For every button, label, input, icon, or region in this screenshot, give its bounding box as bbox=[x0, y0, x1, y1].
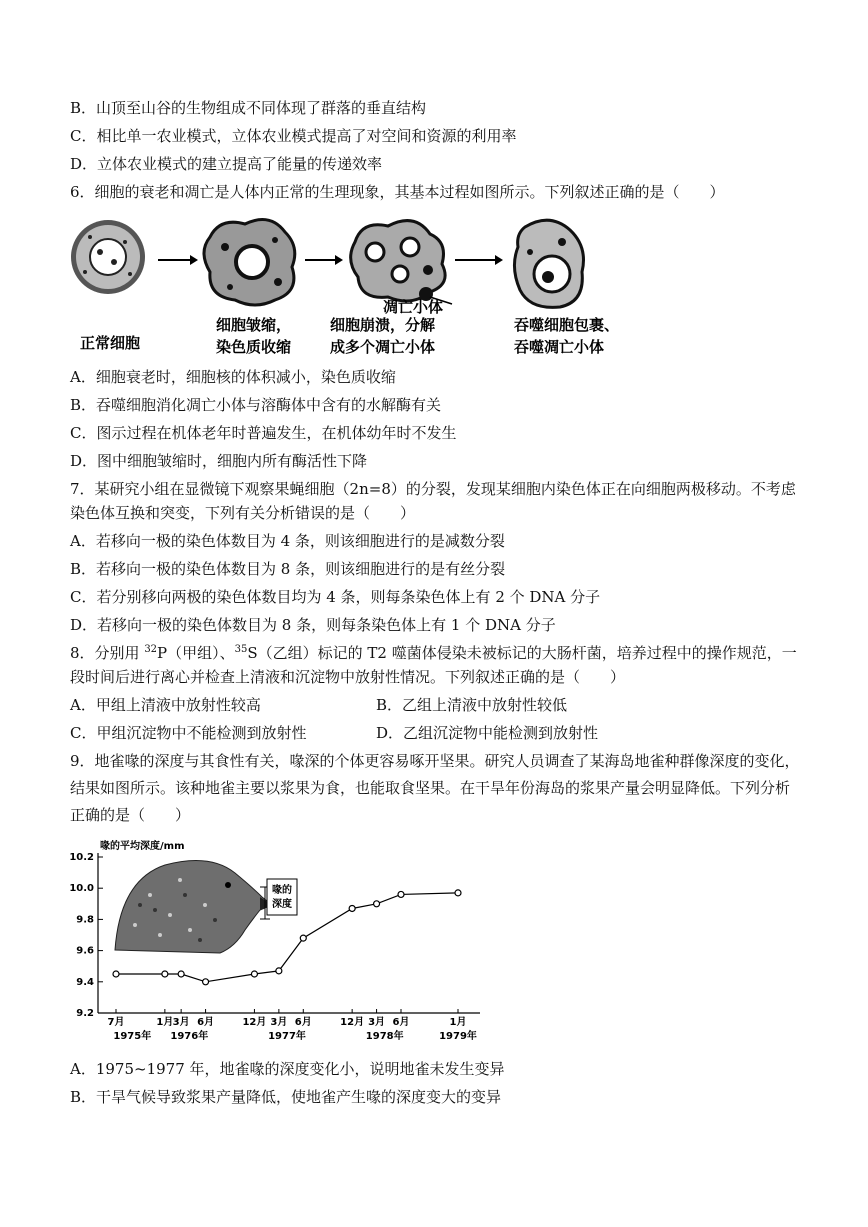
x-tick-label: 6月 bbox=[294, 1017, 312, 1028]
normal-cell-icon bbox=[71, 220, 145, 294]
data-point bbox=[374, 901, 380, 907]
data-point bbox=[276, 968, 282, 974]
isotope-s35-superscript: 35 bbox=[234, 644, 248, 655]
q6-option-b: B．吞噬细胞消化凋亡小体与溶酶体中含有的水解酶有关 bbox=[70, 396, 442, 414]
q9-option-b: B．干旱气候导致浆果产量降低，使地雀产生喙的深度变大的变异 bbox=[70, 1088, 502, 1106]
data-point bbox=[162, 971, 168, 977]
beak-note-line2: 深度 bbox=[272, 899, 292, 910]
apoptotic-body-label: 凋亡小体 bbox=[383, 298, 444, 316]
q9-option-a: A．1975~1977 年，地雀喙的深度变化小，说明地雀未发生变异 bbox=[70, 1060, 505, 1078]
y-tick-label: 10.2 bbox=[69, 852, 94, 863]
x-tick-label: 12月 bbox=[242, 1017, 267, 1028]
q9-stem-line3: 正确的是（ ） bbox=[70, 806, 191, 824]
caption-collapse-2: 成多个凋亡小体 bbox=[330, 338, 436, 356]
data-point bbox=[398, 891, 404, 897]
q7-option-a: A．若移向一极的染色体数目为 4 条，则该细胞进行的是减数分裂 bbox=[70, 532, 505, 550]
q8-stem-line1 bbox=[70, 643, 797, 663]
q8-option-d: D．乙组沉淀物中能检测到放射性 bbox=[376, 724, 599, 742]
data-point bbox=[178, 971, 184, 977]
q6-option-a: A．细胞衰老时，细胞核的体积减小，染色质收缩 bbox=[70, 368, 396, 386]
q8-stem-line2: 段时间后进行离心并检查上清液和沉淀物中放射性情况。下列叙述正确的是（ ） bbox=[70, 668, 626, 686]
caption-normal-cell: 正常细胞 bbox=[80, 334, 141, 352]
disintegrating-cell-icon bbox=[351, 221, 445, 301]
x-tick-label: 1月 bbox=[156, 1017, 174, 1028]
q6-stem: 6．细胞的衰老和凋亡是人体内正常的生理现象，其基本过程如图所示。下列叙述正确的是（ ） bbox=[70, 183, 725, 201]
q8-option-b: B．乙组上清液中放射性较低 bbox=[376, 696, 568, 714]
x-tick-label: 1月 bbox=[449, 1017, 467, 1028]
beak-note-line1: 喙的 bbox=[272, 885, 292, 896]
finch-head-illustration bbox=[115, 861, 297, 954]
x-tick-label: 3月 bbox=[270, 1017, 288, 1028]
data-point bbox=[113, 971, 119, 977]
caption-phagocyte-2: 吞噬凋亡小体 bbox=[514, 338, 605, 356]
q8-option-c: C．甲组沉淀物中不能检测到放射性 bbox=[70, 724, 307, 742]
q9-stem-line2: 结果如图所示。该种地雀主要以浆果为食，也能取食坚果。在干旱年份海岛的浆果产量会明显降低。下列分析 bbox=[70, 779, 791, 797]
caption-collapse-1: 细胞崩溃，分解 bbox=[330, 316, 436, 334]
x-tick-label: 7月 bbox=[107, 1017, 125, 1028]
data-point bbox=[300, 935, 306, 941]
x-tick-label: 6月 bbox=[392, 1017, 410, 1028]
isotope-p32-superscript: 32 bbox=[144, 644, 158, 655]
caption-shrink-2: 染色质收缩 bbox=[216, 338, 292, 356]
q9-stem-line1: 9．地雀喙的深度与其食性有关，喙深的个体更容易啄开坚果。研究人员调查了某海岛地雀种群像深度的变化， bbox=[70, 752, 800, 770]
q5-option-b: B．山顶至山谷的生物组成不同体现了群落的垂直结构 bbox=[70, 99, 427, 117]
q6-option-d: D．图中细胞皱缩时，细胞内所有酶活性下降 bbox=[70, 452, 368, 470]
y-tick-label: 9.4 bbox=[76, 976, 94, 988]
year-label: 1976年 bbox=[170, 1031, 209, 1042]
x-tick-label: 12月 bbox=[340, 1017, 365, 1028]
year-label: 1977年 bbox=[268, 1031, 306, 1042]
beak-depth-chart bbox=[60, 835, 500, 1050]
q7-option-d: D．若移向一极的染色体数目为 8 条，则每条染色体上有 1 个 DNA 分子 bbox=[70, 616, 556, 634]
data-point bbox=[203, 979, 209, 985]
y-tick-label: 10.0 bbox=[69, 883, 94, 895]
caption-phagocyte-1: 吞噬细胞包裹、 bbox=[514, 316, 620, 334]
q8-option-a: A．甲组上清液中放射性较高 bbox=[70, 696, 261, 714]
q7-option-c: C．若分别移向两极的染色体数目均为 4 条，则每条染色体上有 2 个 DNA 分子 bbox=[70, 588, 601, 606]
q7-stem-line2: 染色体互换和突变，下列有关分析错误的是（ ） bbox=[70, 504, 416, 522]
data-point bbox=[349, 905, 355, 911]
q8-stem-part-c: S（乙组）标记的 T2 噬菌体侵染未被标记的大肠杆菌，培养过程中的操作规范，一 bbox=[247, 644, 797, 662]
y-tick-label: 9.2 bbox=[76, 1008, 94, 1019]
q7-option-b: B．若移向一极的染色体数目为 8 条，则该细胞进行的是有丝分裂 bbox=[70, 560, 506, 578]
year-label: 1979年 bbox=[439, 1031, 477, 1042]
q5-option-d: D．立体农业模式的建立提高了能量的传递效率 bbox=[70, 155, 383, 173]
phagocyte-cell-icon bbox=[514, 220, 583, 307]
year-label: 1975年 bbox=[113, 1031, 152, 1042]
y-axis-label: 喙的平均深度/mm bbox=[100, 841, 185, 852]
q8-stem-part-b: P（甲组）、 bbox=[157, 644, 235, 662]
year-label: 1978年 bbox=[365, 1031, 404, 1042]
y-tick-label: 9.6 bbox=[76, 945, 94, 957]
data-point bbox=[455, 890, 461, 896]
data-point bbox=[251, 971, 257, 977]
y-tick-label: 9.8 bbox=[76, 914, 94, 926]
q8-stem-part-a: 8．分别用 bbox=[70, 644, 145, 662]
shrunken-cell-icon bbox=[204, 220, 295, 306]
q7-stem-line1: 7．某研究小组在显微镜下观察果蝇细胞（2n=8）的分裂，发现某细胞内染色体正在向细胞两极移动。不考虑 bbox=[70, 480, 796, 498]
x-tick-label: 3月 bbox=[368, 1017, 386, 1028]
x-tick-label: 6月 bbox=[197, 1017, 215, 1028]
q5-option-c: C．相比单一农业模式，立体农业模式提高了对空间和资源的利用率 bbox=[70, 127, 517, 145]
q6-option-c: C．图示过程在机体老年时普遍发生，在机体幼年时不发生 bbox=[70, 424, 457, 442]
x-tick-label: 3月 bbox=[172, 1017, 190, 1028]
caption-shrink-1: 细胞皱缩， bbox=[216, 316, 292, 334]
